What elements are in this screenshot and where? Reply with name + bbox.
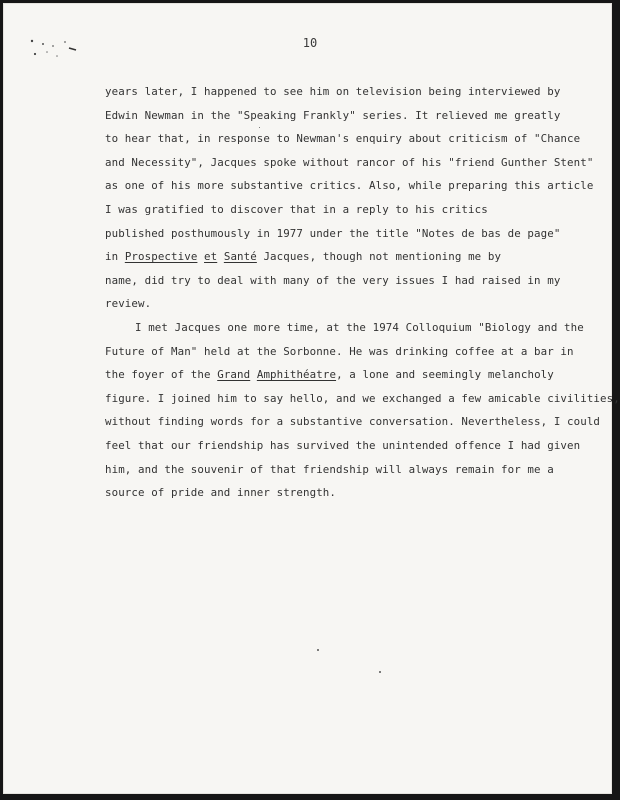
text-line [105,222,561,246]
text-segment: years later, I happened to see him on television being interviewed by [105,85,561,98]
text-line [105,151,594,175]
text-line [105,458,554,482]
text-segment: Future of Man" held at the Sorbonne. He was drinking coffee at a bar in [105,344,574,358]
text-segment: without finding words for a substantive conversation. Nevertheless, I could [105,415,601,429]
text-segment: review. [105,297,152,311]
body-text [105,80,620,505]
text-line [105,363,554,387]
text-segment [217,250,224,263]
text-line [105,481,545,505]
text-segment: source of pride and inner strength. [105,486,337,500]
text-line [105,292,545,316]
underlined-text: Santé [223,250,257,264]
text-segment: published posthumously in 1977 under the title "Notes de bas de page" [105,226,561,240]
text-segment: as one of his more substantive critics. Also, while preparing this article [105,179,594,193]
text-line [105,434,581,458]
underlined-text: Amphithéatre [256,368,337,382]
text-segment: in [105,250,125,264]
text-line [105,80,561,104]
text-segment: Edwin Newman in the "Speaking Frankly" series. It relieved me greatly [105,108,561,122]
text-line [105,174,594,198]
underlined-text: Grand [217,368,251,382]
paper-speck [317,649,319,651]
paragraph [105,316,620,505]
underlined-text: et [204,250,218,264]
text-segment: him, and the souvenir of that friendship will always remain for me a [105,462,554,476]
text-line [105,245,545,269]
paragraph [105,80,594,316]
text-segment: Jacques, though not mentioning me by [256,250,502,264]
text-segment: name, did try to deal with many of the very issues I had raised in my [105,273,561,287]
text-segment: figure. I joined him to say hello, and we exchanged a few amicable civilities, [105,391,620,405]
paper-speck [379,671,381,673]
text-line [105,127,581,151]
page-number: 10 [302,36,318,50]
text-segment: the foyer of the [105,368,218,382]
text-segment: I was gratified to discover that in a reply to his critics [105,202,488,216]
text-line [105,198,545,222]
text-segment: to hear that, in response to Newman's enquiry about criticism of "Chance [105,132,581,146]
text-line [105,269,561,293]
text-segment: feel that our friendship has survived the unintended offence I had given [105,438,581,452]
text-segment: , a lone and seemingly melancholy [336,368,554,382]
text-line [105,410,601,434]
text-line [105,316,584,340]
underlined-text: Prospective [124,250,198,264]
text-line [105,340,574,364]
text-line [105,387,620,411]
text-segment [250,368,257,381]
text-segment: and Necessity", Jacques spoke without rancor of his "friend Gunther Stent" [105,155,594,169]
text-line [105,104,561,128]
text-segment: I met Jacques one more time, at the 1974 Colloquium "Biology and the [135,320,584,334]
